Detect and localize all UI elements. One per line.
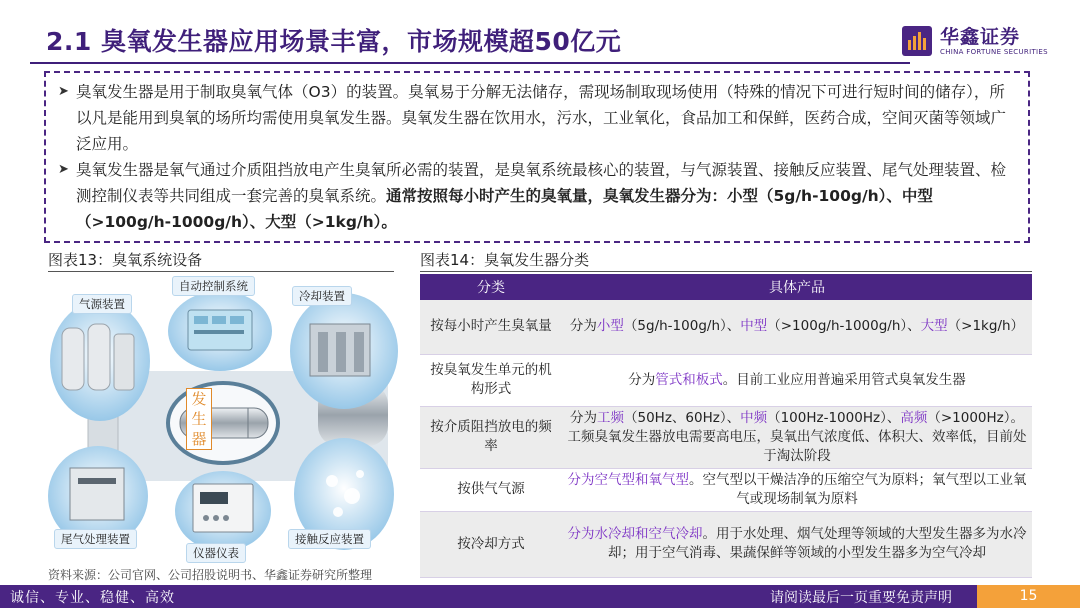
table-row [420, 354, 1032, 406]
body-text: （5g/h-100g/h）、 [623, 318, 741, 335]
table-row [420, 511, 1032, 577]
page-number: 15 [977, 585, 1080, 608]
body-text: （>1000Hz）。工频臭氧发生器放电需要高电压，臭氧出气浓度低、体积大、效率低，目前处于淘汰阶段 [567, 409, 1027, 464]
body-text: 。用于水处理、烟气处理等领域的大型发生器多为水冷却；用于空气消毒、果蔬保鲜等领域的小型发生器多为空气冷却 [608, 526, 1027, 561]
figure14-caption-line [420, 271, 1032, 272]
table-cell-category: 按介质阻挡放电的频率 [420, 406, 562, 468]
table-cell-category: 按冷却方式 [420, 511, 562, 577]
table-cell-products [562, 406, 1032, 468]
body-text: （>1kg/h） [947, 318, 1025, 335]
body-text: 。目前工业应用普遍采用管式臭氧发生器 [722, 371, 966, 388]
highlight-text: 管式和板式 [655, 371, 723, 388]
generator-classification-table [420, 274, 1032, 578]
label-generator: 发生器 [186, 388, 212, 450]
table-cell-products [562, 511, 1032, 577]
body-text: 分为 [570, 409, 597, 426]
body-text: （100Hz-1000Hz）、 [767, 409, 901, 426]
intro-text-2: 臭氧发生器是氧气通过介质阻挡放电产生臭氧所必需的装置，是臭氧系统最核心的装置，与气源装置、接触反应装置、尾气处理装置、检测控制仪表等共同组成一套完善的臭氧系统。 [76, 161, 1007, 205]
label-contact-reaction: 接触反应装置 [288, 529, 371, 549]
body-text: 。空气型以干燥洁净的压缩空气为原料；氧气型以工业氧气或现场制氧为原料 [689, 471, 1027, 507]
intro-bullet-2 [58, 157, 1014, 235]
highlight-text: 大型 [920, 318, 948, 335]
figure13-caption-line [48, 271, 394, 272]
intro-box [44, 71, 1030, 243]
ozone-system-illustration [48, 276, 398, 564]
label-tail-gas: 尾气处理装置 [54, 529, 137, 549]
logo-mark-icon [902, 26, 932, 56]
label-cooling: 冷却装置 [292, 286, 352, 306]
ozone-system-diagram [48, 276, 398, 564]
label-gas-source: 气源装置 [72, 294, 132, 314]
highlight-text: 高频 [900, 409, 928, 426]
footer-motto: 诚信、专业、稳健、高效 [10, 590, 175, 606]
table-cell-products [562, 354, 1032, 406]
intro-bullet-1 [58, 79, 1014, 157]
body-text: （50Hz、60Hz）、 [624, 409, 741, 426]
table-cell-products [562, 468, 1032, 511]
highlight-text: 分为水冷却和空气冷却 [567, 526, 703, 542]
table-header-products: 具体产品 [562, 274, 1032, 300]
table-row [420, 300, 1032, 354]
table-cell-products [562, 300, 1032, 354]
table-cell-category: 按臭氧发生单元的机构形式 [420, 354, 562, 406]
logo-text-cn: 华鑫证券 [940, 26, 1021, 48]
table-header-category: 分类 [420, 274, 562, 300]
table-header-row [420, 274, 1032, 300]
footer-bar [0, 585, 1080, 608]
table-cell-category: 按每小时产生臭氧量 [420, 300, 562, 354]
source-note: 资料来源：公司官网、公司招股说明书、华鑫证券研究所整理 [48, 568, 373, 582]
label-instrument: 仪器仪表 [186, 543, 246, 563]
footer-disclaimer: 请阅读最后一页重要免责声明 [770, 590, 952, 606]
logo-text-en: CHINA FORTUNE SECURITIES [940, 48, 1048, 56]
intro-text-1: 臭氧发生器是用于制取臭氧气体（O3）的装置。臭氧易于分解无法储存，需现场制取现场使用（特殊的情况下可进行短时间的储存），所以凡是能用到臭氧的场所均需使用臭氧发生器。臭氧发生器在饮用水，污水，工业氧化，食品加工和保鲜，医药合成，空间灭菌等领域广泛应用。 [76, 83, 1007, 153]
body-text: 分为 [569, 318, 597, 335]
highlight-text: 中频 [740, 409, 768, 426]
highlight-text: 小型 [596, 318, 624, 335]
highlight-text: 工频 [597, 409, 624, 426]
body-text: 分为 [628, 371, 656, 388]
highlight-text: 分为空气型和氧气型 [567, 471, 689, 488]
table-row [420, 406, 1032, 468]
figure14-caption: 图表14：臭氧发生器分类 [420, 251, 590, 269]
table-row [420, 468, 1032, 511]
company-logo [902, 22, 1052, 62]
label-auto-control: 自动控制系统 [172, 276, 255, 296]
table-cell-category: 按供气气源 [420, 468, 562, 511]
body-text: （>100g/h-1000g/h）、 [767, 318, 921, 335]
intro-text-2-bold: 通常按照每小时产生的臭氧量，臭氧发生器分为：小型（5g/h-100g/h）、中型（>100g/h-1000g/h）、大型（>1kg/h）。 [76, 187, 933, 231]
highlight-text: 中型 [740, 318, 768, 335]
arrow-bullet-icon: ➤ [58, 162, 69, 177]
title-divider [30, 62, 910, 64]
figure13-caption: 图表13：臭氧系统设备 [48, 251, 203, 269]
page-title: 2.1 臭氧发生器应用场景丰富，市场规模超50亿元 [46, 27, 622, 56]
arrow-bullet-icon: ➤ [58, 84, 69, 99]
